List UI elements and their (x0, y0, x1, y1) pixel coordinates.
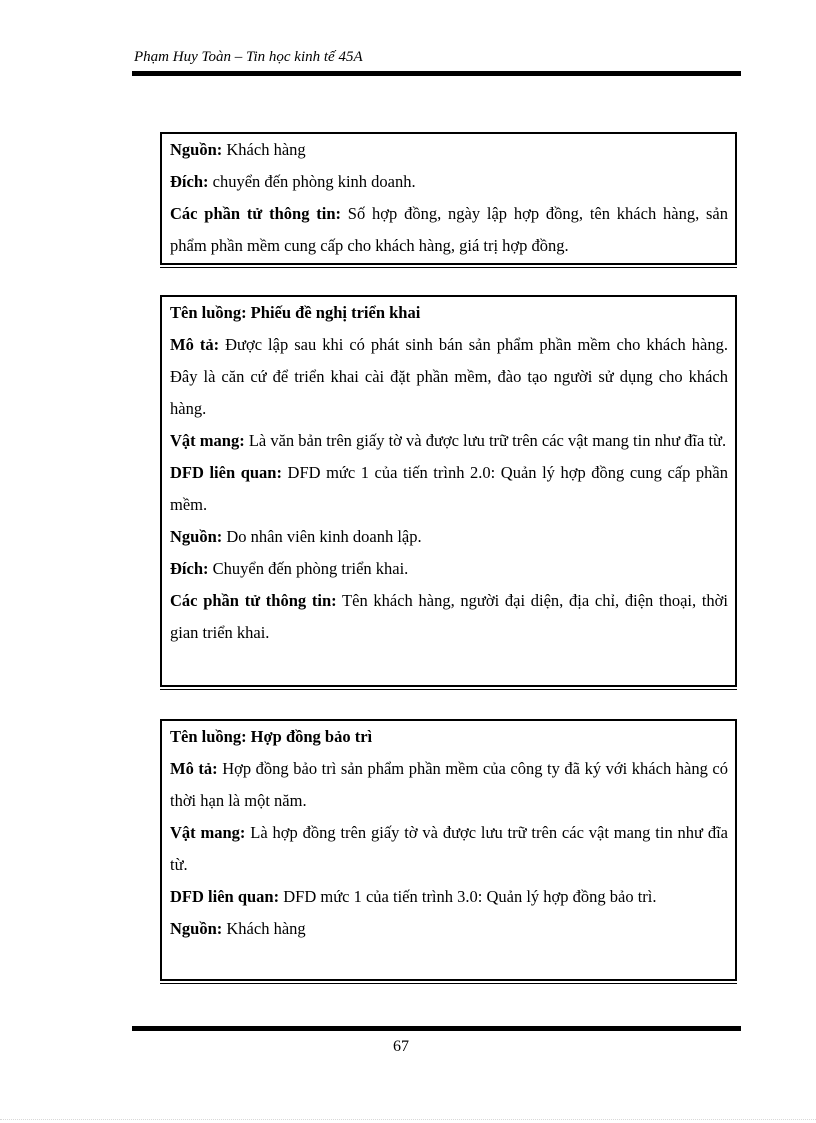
field-value: Do nhân viên kinh doanh lập. (222, 527, 422, 546)
field-dfd (170, 881, 728, 913)
field-thong-tin (170, 198, 728, 262)
field-ten-luong (170, 297, 728, 329)
page-number (0, 1038, 816, 1056)
field-nguon (170, 913, 728, 945)
field-value: Chuyển đến phòng triển khai. (208, 559, 409, 578)
field-ten-luong (170, 721, 728, 753)
data-flow-box-hop-dong-bao-tri (160, 719, 737, 981)
field-label: Tên luồng: Phiếu đề nghị triển khai (170, 303, 421, 322)
field-value: Số hợp đồng, ngày lập hợp đồng, tên khách hàng, sản phẩm phần mềm cung cấp cho khách hàng, giá trị hợp đồng. (170, 204, 728, 255)
field-label: DFD liên quan: (170, 463, 282, 482)
field-label: Mô tả: (170, 335, 220, 354)
field-mo-ta (170, 753, 728, 817)
field-value: Là hợp đồng trên giấy tờ và được lưu trữ trên các vật mang tin như đĩa từ. (170, 823, 728, 874)
data-flow-box-hop-dong (160, 132, 737, 265)
page-number-text: 67 (393, 1038, 409, 1055)
field-label: Đích: (170, 172, 209, 191)
field-label: DFD liên quan: (170, 887, 280, 906)
field-value: Khách hàng (222, 140, 306, 159)
field-nguon (170, 521, 728, 553)
field-vat-mang (170, 425, 728, 457)
page-edge-divider (0, 1119, 816, 1121)
page-header: Phạm Huy Toàn – Tin học kinh tế 45A (134, 49, 363, 65)
field-label: Đích: (170, 559, 209, 578)
field-nguon (170, 134, 728, 166)
field-label: Vật mang: (170, 823, 246, 842)
field-value: Khách hàng (222, 919, 306, 938)
footer-rule (132, 1026, 741, 1031)
field-dfd (170, 457, 728, 521)
field-label: Tên luồng: Hợp đồng bảo trì (170, 727, 373, 746)
field-value: chuyển đến phòng kinh doanh. (208, 172, 416, 191)
field-dich (170, 166, 728, 198)
field-label: Nguồn: (170, 919, 223, 938)
field-vat-mang (170, 817, 728, 881)
field-value: Tên khách hàng, người đại diện, địa chỉ, điện thoại, thời gian triển khai. (170, 591, 728, 642)
field-thong-tin (170, 585, 728, 649)
field-value: Là văn bản trên giấy tờ và được lưu trữ trên các vật mang tin như đĩa từ. (244, 431, 727, 450)
header-rule (132, 71, 741, 76)
field-dich (170, 553, 728, 585)
field-label: Các phần tử thông tin: (170, 591, 337, 610)
field-label: Các phần tử thông tin: (170, 204, 341, 223)
field-label: Nguồn: (170, 140, 223, 159)
field-label: Mô tả: (170, 759, 218, 778)
field-value: DFD mức 1 của tiến trình 2.0: Quản lý hợp đồng cung cấp phần mềm. (170, 463, 728, 514)
field-value: Được lập sau khi có phát sinh bán sản phẩm phần mềm cho khách hàng. Đây là căn cứ để triển khai cài đặt phần mềm, đào tạo người sử dụng cho khách hàng. (170, 335, 728, 418)
data-flow-box-phieu-de-nghi (160, 295, 737, 687)
field-mo-ta (170, 329, 728, 425)
field-label: Vật mang: (170, 431, 245, 450)
field-value: Hợp đồng bảo trì sản phẩm phần mềm của công ty đã ký với khách hàng có thời hạn là một năm. (170, 759, 728, 810)
field-label: Nguồn: (170, 527, 223, 546)
field-value: DFD mức 1 của tiến trình 3.0: Quản lý hợp đồng bảo trì. (279, 887, 657, 906)
